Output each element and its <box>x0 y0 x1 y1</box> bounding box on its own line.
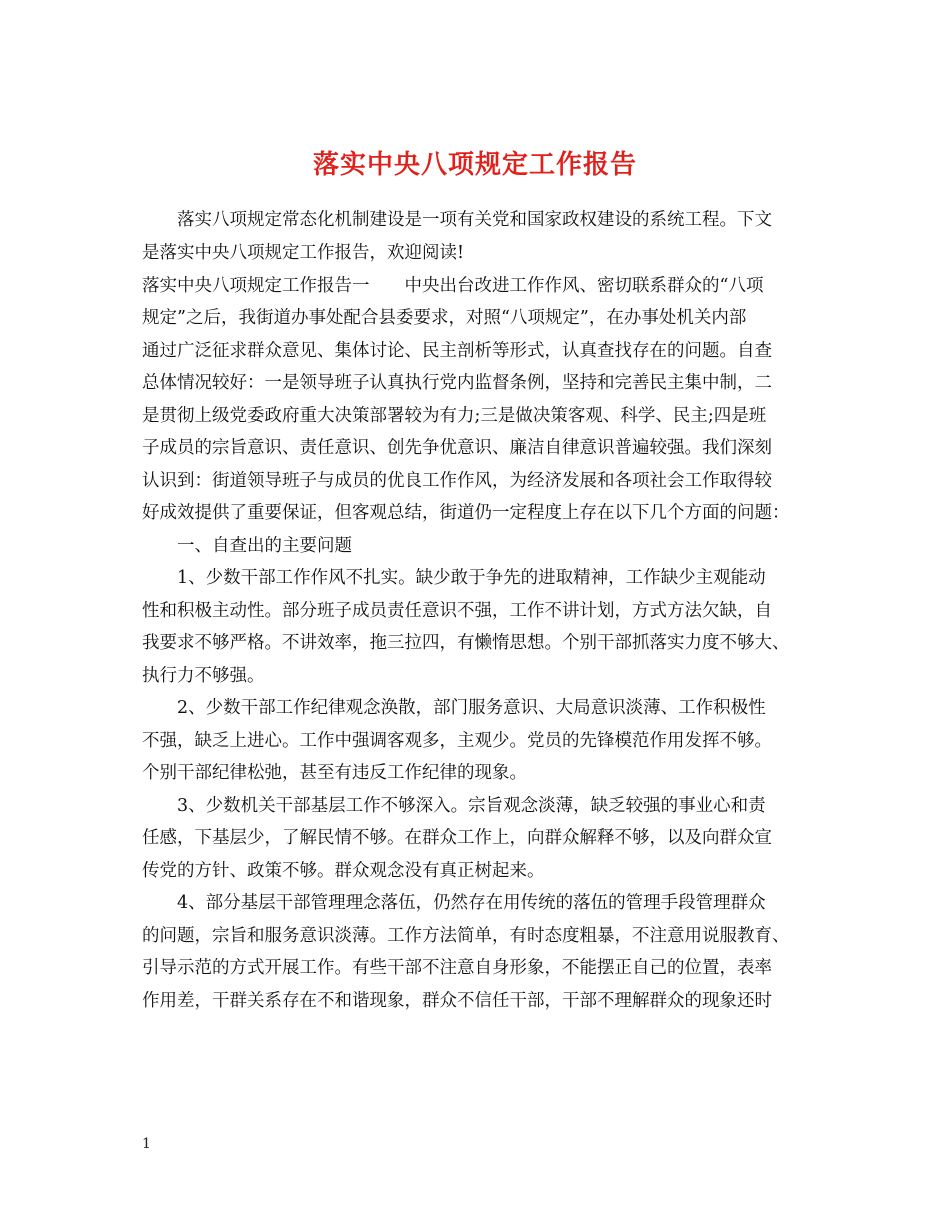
body-text-line: 一、自查出的主要问题 <box>142 536 352 556</box>
body-text-line: 是贯彻上级党委政府重大决策部署较为有力;三是做决策客观、科学、民主;四是班 <box>142 406 767 426</box>
body-text-line: 不强，缺乏上进心。工作中强调客观多，主观少。党员的先锋模范作用发挥不够。 <box>142 731 772 751</box>
body-text-line: 性和积极主动性。部分班子成员责任意识不强，工作不讲计划，方式方法欠缺，自 <box>142 601 772 621</box>
body-text-line: 总体情况较好：一是领导班子认真执行党内监督条例，坚持和完善民主集中制，二 <box>142 373 772 393</box>
body-text-line: 落实中央八项规定工作报告一 中央出台改进工作作风、密切联系群众的“八项 <box>142 276 764 296</box>
body-text-line: 引导示范的方式开展工作。有些干部不注意自身形象，不能摆正自己的位置，表率 <box>142 958 772 978</box>
body-text-line: 个别干部纪律松弛，甚至有违反工作纪律的现象。 <box>142 763 527 783</box>
body-text-line: 传党的方针、政策不够。群众观念没有真正树起来。 <box>142 861 545 881</box>
body-text-line: 的问题，宗旨和服务意识淡薄。工作方法简单，有时态度粗暴，不注意用说服教育、 <box>142 926 790 946</box>
body-text-line: 通过广泛征求群众意见、集体讨论、民主剖析等形式，认真查找存在的问题。自查 <box>142 341 772 361</box>
body-text-line: 规定”之后，我街道办事处配合县委要求，对照“八项规定”，在办事处机关内部 <box>142 308 747 328</box>
body-text-line: 是落实中央八项规定工作报告，欢迎阅读! <box>142 243 465 263</box>
body-text-line: 认识到：街道领导班子与成员的优良工作作风，为经济发展和各项社会工作取得较 <box>142 471 772 491</box>
body-text-line: 2、少数干部工作纪律观念涣散，部门服务意识、大局意识淡薄、工作积极性 <box>142 698 766 718</box>
body-text-line: 我要求不够严格。不讲效率，拖三拉四，有懒惰思想。个别干部抓落实力度不够大、 <box>142 633 790 653</box>
body-text-line: 执行力不够强。 <box>142 666 265 686</box>
body-text-line: 好成效提供了重要保证，但客观总结，街道仍一定程度上存在以下几个方面的问题： <box>142 503 790 523</box>
document-title: 落实中央八项规定工作报告 <box>312 150 637 181</box>
body-text-line: 子成员的宗旨意识、责任意识、创先争优意识、廉洁自律意识普遍较强。我们深刻 <box>142 438 772 458</box>
body-text-line: 4、部分基层干部管理理念落伍，仍然存在用传统的落伍的管理手段管理群众 <box>142 893 766 913</box>
body-text-line: 1、少数干部工作作风不扎实。缺少敢于争先的进取精神，工作缺少主观能动 <box>142 568 766 588</box>
body-text-line: 3、少数机关干部基层工作不够深入。宗旨观念淡薄，缺乏较强的事业心和责 <box>142 796 766 816</box>
page-number: 1 <box>142 1136 151 1152</box>
body-text-line: 任感，下基层少，了解民情不够。在群众工作上，向群众解释不够，以及向群众宣 <box>142 828 772 848</box>
body-text-line: 落实八项规定常态化机制建设是一项有关党和国家政权建设的系统工程。下文 <box>142 210 772 230</box>
body-text-line: 作用差，干群关系存在不和谐现象，群众不信任干部，干部不理解群众的现象还时 <box>142 991 772 1011</box>
